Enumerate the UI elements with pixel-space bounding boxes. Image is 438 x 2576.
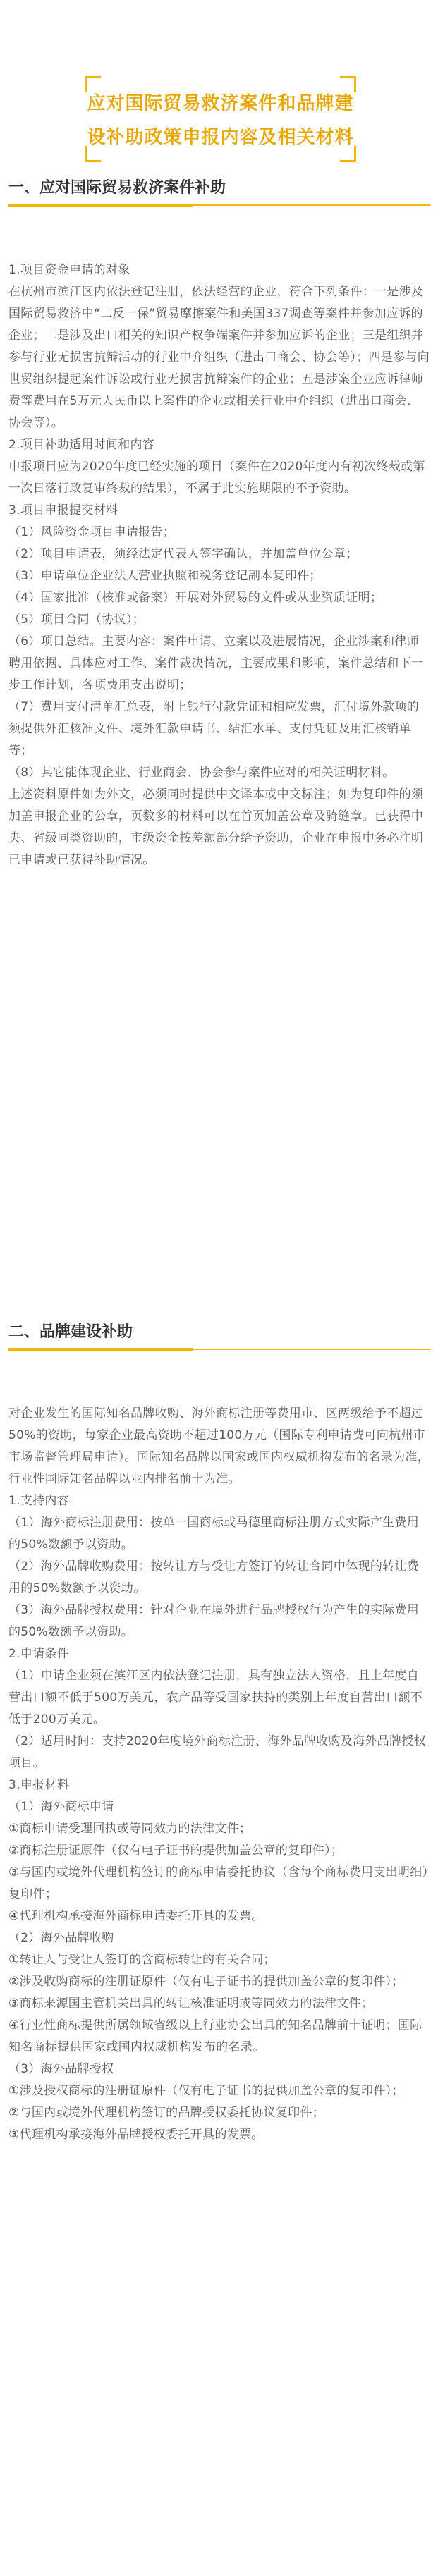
paragraph: ①商标申请受理回执或等同效力的法律文件； (8, 1822, 252, 1836)
paragraph: （6）项目总结。主要内容：案件申请、立案以及进展情况，企业涉案和律师聘用依据、具体应对工作、案件裁决情况，主要成果和影响，案件总结和下一步工作计划，各项费用支出说明； (8, 634, 424, 692)
paragraph: ①涉及授权商标的注册证原件（仅有电子证书的提供加盖公章的复印件）； (8, 2084, 404, 2098)
paragraph: （3）海外品牌授权 (8, 2062, 114, 2076)
paragraph: （3）海外品牌授权费用：针对企业在境外进行品牌授权行为产生的实际费用的50%数额予以资助。 (8, 1603, 420, 1639)
paragraph: ③代理机构承接海外品牌授权委托开具的发票。 (8, 2128, 264, 2142)
paragraph: ②与国内或境外代理机构签订的品牌授权委托协议复印件； (8, 2106, 325, 2120)
paragraph: （2）海外品牌收购费用：按转让方与受让方签订的转让合同中体现的转让费用的50%数额予以资助。 (8, 1559, 420, 1595)
top-bar (0, 0, 438, 20)
section-body-brand-building (8, 1403, 430, 2146)
paragraph: ④行业性商标提供所属领域省级以上行业协会出具的知名品牌前十证明；国际知名商标提供国家或国内权威机构发布的名录。 (8, 2018, 422, 2054)
paragraph: （1）海外商标申请 (8, 1800, 114, 1814)
paragraph: （1）海外商标注册费用：按单一国商标或马德里商标注册方式实际产生费用的50%数额予以资助。 (8, 1516, 420, 1552)
section-heading-trade-remedy (8, 178, 430, 199)
paragraph: （1）风险资金项目申请报告； (8, 525, 176, 539)
paragraph: 在杭州市滨江区内依法登记注册，依法经营的企业，符合下列条件：一是涉及国际贸易救济中“二反一保”贸易摩擦案件和美国337调查等案件并参加应诉的企业；二是涉及出口相关的知识产权争端案件并参加应诉的企业；三是组织并参与行业无损害抗辩活动的行业中介组织（进出口商会、协会等）；四是参与向世贸组织提起案件诉讼或行业无损害抗辩案件的企业；五是涉案企业应诉律师费等费用在5万元人民币以上案件的企业或相关行业中介组织（进出口商会、协会等）。 (8, 285, 430, 430)
paragraph: （4）国家批准（核准或备案）开展对外贸易的文件或从业资质证明； (8, 591, 383, 605)
section-body-trade-remedy (8, 259, 430, 871)
paragraph: ④代理机构承接海外商标申请委托开具的发票。 (8, 1909, 264, 1923)
paragraph: 对企业发生的国际知名品牌收购、海外商标注册等费用市、区两级给予不超过50%的资助，每家企业最高资助不超过100万元（国际专利申请费可向杭州市市场监督管理局申请）。国际知名品牌以国家或国内权威机构发布的名录为准，行业性国际知名品牌以业内排名前十为准。 (8, 1406, 430, 1486)
paragraph: 1.支持内容 (8, 1494, 70, 1508)
page-title-line-2: 设补助政策申报内容及相关材料 (87, 127, 354, 148)
paragraph: （1）申请企业须在滨江区内依法登记注册，具有独立法人资格，且上年度自营出口额不低于500万美元，农产品等受国家扶持的类别上年度自营出口额不低于200万美元。 (8, 1669, 422, 1726)
paragraph: （5）项目合同（协议）； (8, 613, 145, 627)
section-title: 二、品牌建设补助 (8, 1323, 133, 1341)
section-divider (8, 204, 430, 206)
section-title: 一、应对国际贸易救济案件补助 (8, 179, 226, 197)
paragraph: （2）适用时间：支持2020年度境外商标注册、海外品牌收购及海外品牌授权项目。 (8, 1734, 426, 1770)
title-banner (85, 76, 356, 162)
page-title-line-1: 应对国际贸易救济案件和品牌建 (87, 93, 354, 114)
paragraph: ③与国内或境外代理机构签订的商标申请委托协议（含每个商标费用支出明细）复印件； (8, 1865, 429, 1901)
paragraph: （8）其它能体现企业、行业商会、协会参与案件应对的相关证明材料。 (8, 766, 395, 780)
paragraph: 2.申请条件 (8, 1647, 70, 1661)
paragraph: ②商标注册证原件（仅有电子证书的提供加盖公章的复印件）； (8, 1844, 343, 1858)
paragraph: （2）海外品牌收购 (8, 1931, 114, 1945)
paragraph: ①转让人与受让人签订的含商标转让的有关合同； (8, 1953, 276, 1967)
paragraph: 3.项目申报提交材料 (8, 503, 118, 517)
paragraph: ③商标来源国主管机关出具的转让核准证明或等同效力的法律文件； (8, 1997, 374, 2011)
paragraph: （2）项目申请表，须经法定代表人签字确认，并加盖单位公章； (8, 547, 358, 561)
paragraph: （3）申请单位企业法人营业执照和税务登记副本复印件； (8, 569, 322, 583)
section-divider (8, 1349, 430, 1350)
paragraph: 上述资料原件如为外文，必须同时提供中文译本或中文标注；如为复印件的须加盖申报企业的公章，页数多的材料可以在首页加盖公章及骑缝章。已获得中央、省级同类资助的，市级资金按差额部分给予资助，企业在申报中务必注明已申请或已获得补助情况。 (8, 787, 424, 867)
paragraph: 1.项目资金申请的对象 (8, 263, 130, 277)
paragraph: （7）费用支付清单汇总表，附上银行付款凭证和相应发票，汇付境外款项的须提供外汇核准文件、境外汇款申请书、结汇水单、支付凭证及用汇核销单等； (8, 700, 420, 758)
paragraph: 2.项目补助适用时间和内容 (8, 438, 155, 452)
section-heading-brand-building (8, 1322, 430, 1343)
paragraph: 申报项目应为2020年度已经实施的项目（案件在2020年度内有初次终裁或第一次日落行政复审终裁的结果），不属于此实施期限的不予资助。 (8, 460, 425, 496)
paragraph: ②涉及收购商标的注册证原件（仅有电子证书的提供加盖公章的复印件）； (8, 1975, 404, 1989)
paragraph: 3.申报材料 (8, 1778, 70, 1792)
